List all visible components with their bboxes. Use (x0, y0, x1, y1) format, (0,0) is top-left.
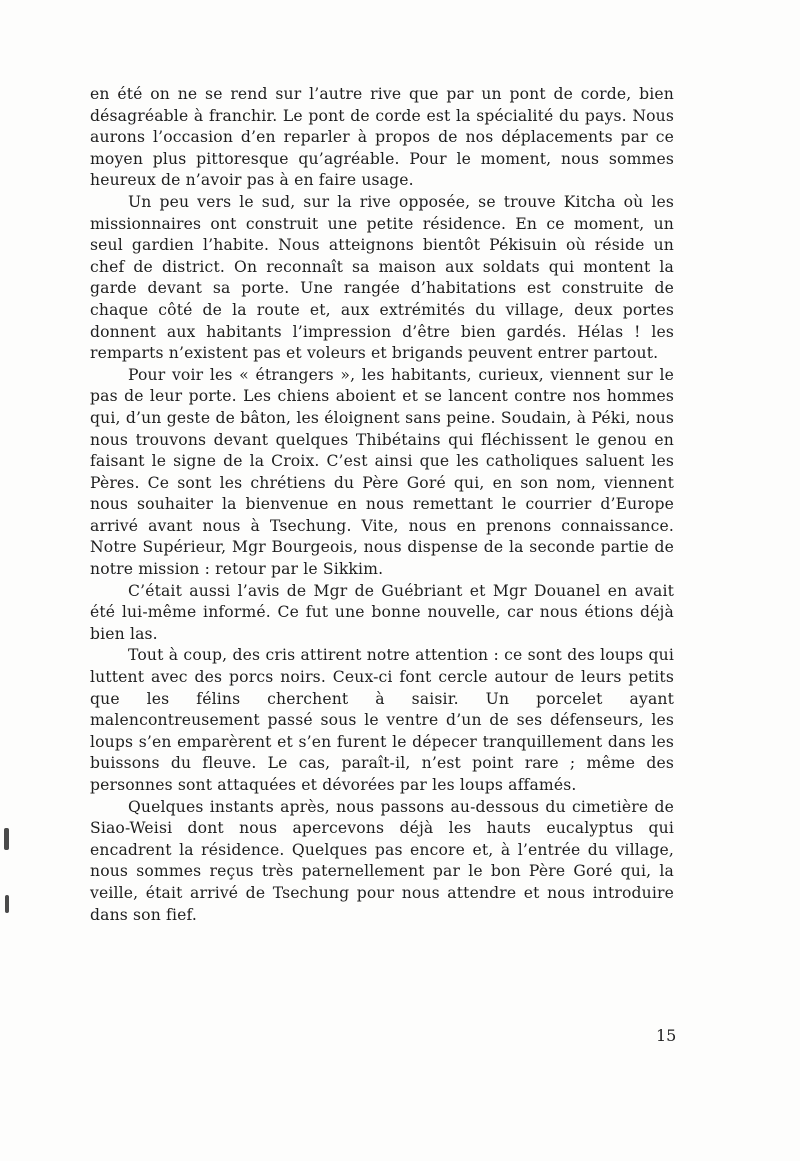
margin-speck (5, 895, 9, 913)
paragraph-3: Pour voir les « étrangers », les habitants, curieux, viennent sur le pas de leur porte. Les chiens aboient et se lancent contre nos hommes qui, d’un geste de bâton, les éloignent sans peine. Soudain, à Péki, nous nous trouvons devant quelques Thibétains qui fléchissent le genou en faisant le signe de la Croix. C’est ainsi que les catholiques saluent les Pères. Ce sont les chrétiens du Père Goré qui, en son nom, viennent nous souhaiter la bienvenue en nous remettant le courrier d’Europe arrivé avant nous à Tsechung. Vite, nous en prenons connaissance. Notre Supérieur, Mgr Bourgeois, nous dispense de la seconde partie de notre mission : retour par le Sikkim. (90, 365, 674, 579)
paragraph-2: Un peu vers le sud, sur la rive opposée, se trouve Kitcha où les missionnaires ont construit une petite résidence. En ce moment, un seul gardien l’habite. Nous atteignons bientôt Pékisuin où réside un chef de district. On reconnaît sa maison aux soldats qui montent la garde devant sa porte. Une rangée d’habitations est construite de chaque côté de la route et, aux extrémités du village, deux portes donnent aux habitants l’impression d’être bien gardés. Hélas ! les remparts n’existent pas et voleurs et brigands peuvent entrer partout. (90, 192, 674, 363)
paragraph-1: en été on ne se rend sur l’autre rive que par un pont de corde, bien désagréable à franchir. Le pont de corde est la spécialité du pays. Nous aurons l’occasion d’en reparler à propos de nos déplacements par ce moyen plus pittoresque qu’agréable. Pour le moment, nous sommes heureux de n’avoir pas à en faire usage. (90, 85, 674, 190)
page-number: 15 (656, 1026, 677, 1045)
paragraph-4: C’était aussi l’avis de Mgr de Guébriant et Mgr Douanel en avait été lui-même informé. Ce fut une bonne nouvelle, car nous étions déjà bien las. (90, 581, 674, 643)
body-text (90, 84, 674, 926)
paragraph-5: Tout à coup, des cris attirent notre attention : ce sont des loups qui luttent avec des porcs noirs. Ceux-ci font cercle autour de leurs petits que les félins cherchent à saisir. Un porcelet ayant malencontreusement passé sous le ventre d’un de ses défenseurs, les loups s’en emparèrent et s’en furent le dépecer tranquillement dans les buissons du fleuve. Le cas, paraît-il, n’est point rare ; même des personnes sont attaquées et dévorées par les loups affamés. (90, 646, 674, 794)
paragraph-6: Quelques instants après, nous passons au-dessous du cimetière de Siao-Weisi dont nous apercevons déjà les hauts eucalyptus qui encadrent la résidence. Quelques pas encore et, à l’entrée du village, nous sommes reçus très paternellement par le bon Père Goré qui, la veille, était arrivé de Tsechung pour nous attendre et nous introduire dans son fief. (90, 797, 674, 924)
margin-speck (4, 828, 9, 850)
